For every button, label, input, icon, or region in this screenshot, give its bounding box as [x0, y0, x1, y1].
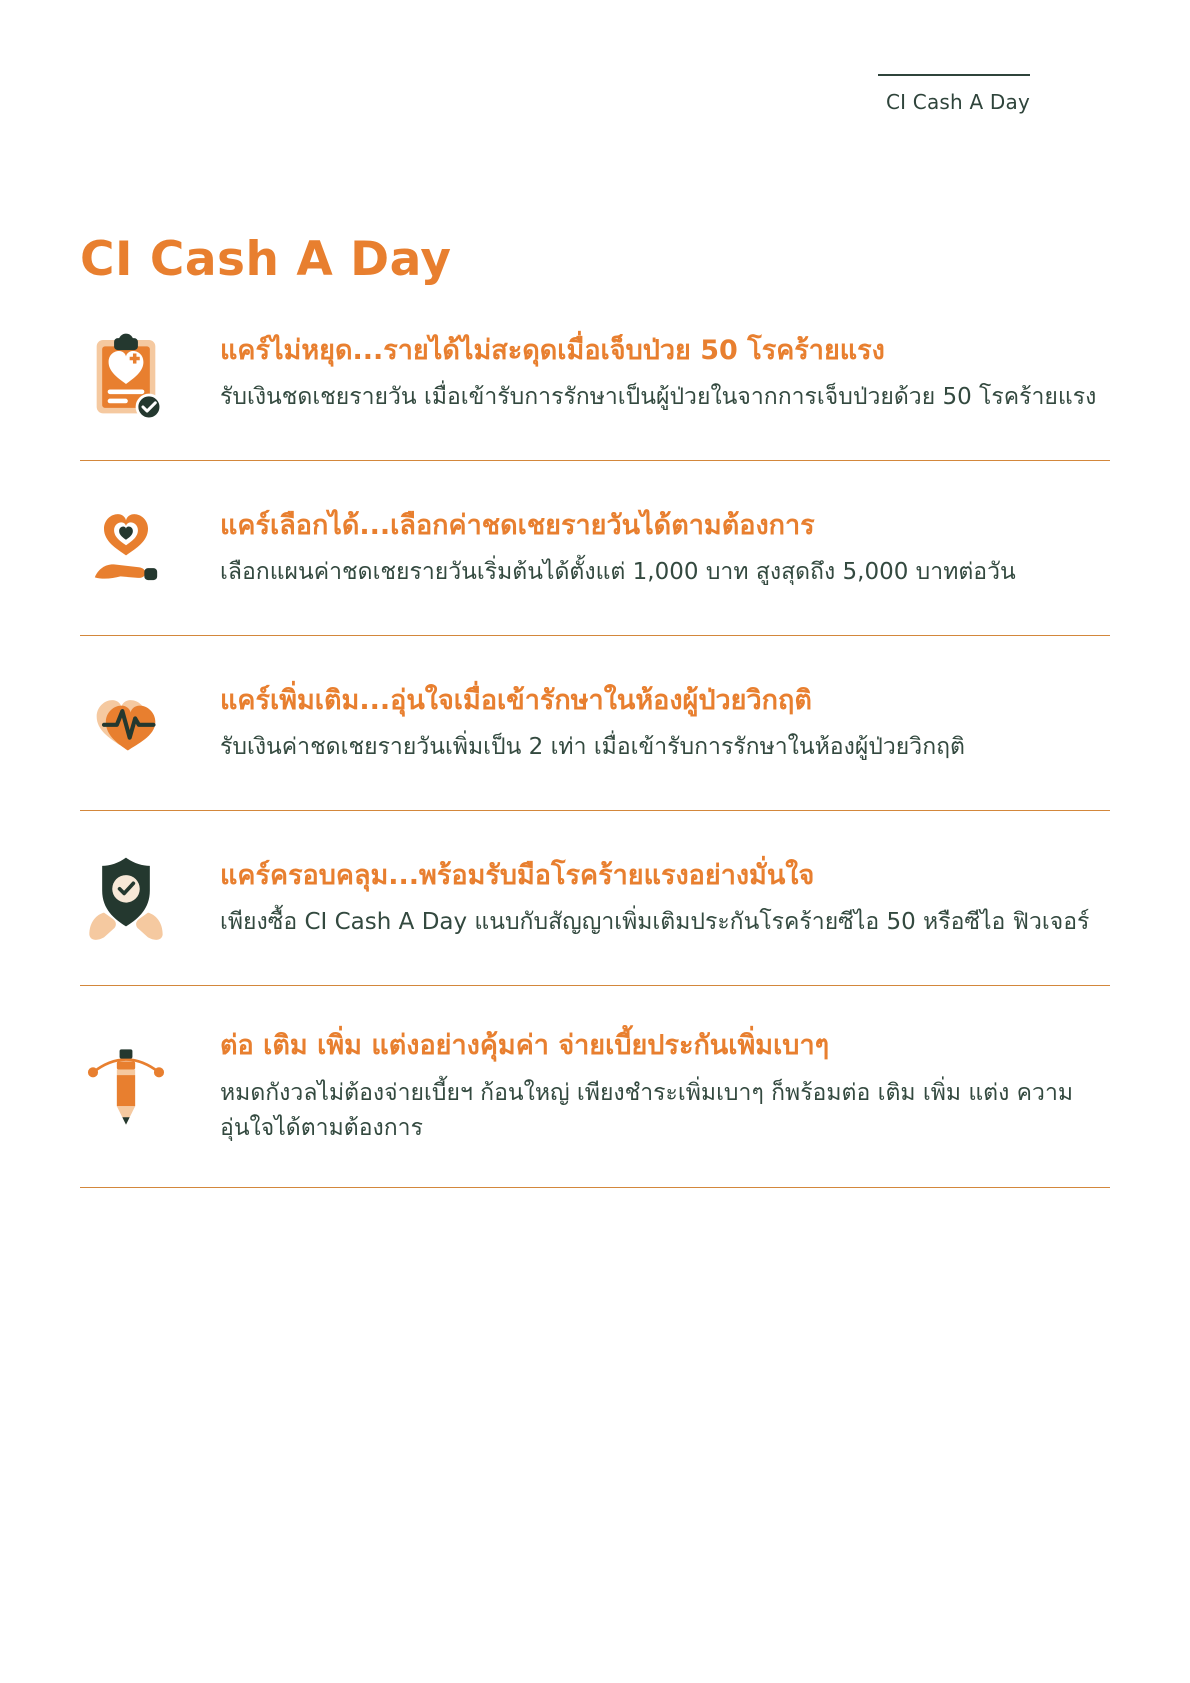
- section-choose-benefit: [80, 461, 1110, 635]
- section-body: รับเงินชดเชยรายวัน เมื่อเข้ารับการรักษาเป็นผู้ป่วยในจากการเจ็บป่วยด้วย 50 โรคร้ายแรง: [220, 384, 1097, 411]
- corner-label: CI Cash A Day: [885, 90, 1030, 114]
- section-body: รับเงินค่าชดเชยรายวันเพิ่มเป็น 2 เท่า เมื่อเข้ารับการรักษาในห้องผู้ป่วยวิกฤติ: [220, 734, 965, 761]
- section-body: หมดกังวลไม่ต้องจ่ายเบี้ยฯ ก้อนใหญ่ เพียงชำระเพิ่มเบาๆ ก็พร้อมต่อ เติม เพิ่ม แต่ง ความอุ่นใจได้ตามต้องการ: [220, 1079, 1074, 1142]
- heart-in-hand-svg: [82, 501, 170, 595]
- section-icu-double: [80, 636, 1110, 810]
- section-coverage-confidence: [80, 811, 1110, 985]
- pen-tool-bezier-svg: [82, 1040, 170, 1134]
- section-text: [220, 681, 1110, 766]
- clipboard-heart-check-icon: [80, 326, 172, 420]
- shield-check-hands-svg: [82, 851, 170, 945]
- section-body: เพียงซื้อ CI Cash A Day แนบกับสัญญาเพิ่มเติมประกันโรคร้ายซีไอ 50 หรือซีไอ ฟิวเจอร์: [220, 909, 1090, 936]
- page-title: CI Cash A Day: [80, 232, 452, 287]
- section-text: [220, 856, 1110, 941]
- section-heading: แคร์ครอบคลุม...พร้อมรับมือโรคร้ายแรงอย่างมั่นใจ: [220, 860, 815, 891]
- section-heading: แคร์ไม่หยุด...รายได้ไม่สะดุดเมื่อเจ็บป่วย 50 โรคร้ายแรง: [220, 335, 885, 366]
- section-no-income-stop: [80, 326, 1110, 460]
- feature-sections: [80, 326, 1110, 1187]
- section-heading: ต่อ เติม เพิ่ม แต่งอย่างคุ้มค่า จ่ายเบี้ยประกันเพิ่มเบาๆ: [220, 1030, 830, 1062]
- section-text: [220, 1026, 1110, 1146]
- section-heading: แคร์เลือกได้...เลือกค่าชดเชยรายวันได้ตามต้องการ: [220, 510, 815, 541]
- shield-check-hands-icon: [80, 851, 172, 945]
- pen-tool-bezier-icon: [80, 1040, 172, 1134]
- clipboard-heart-check-svg: [82, 326, 170, 420]
- section-text: [220, 506, 1110, 591]
- section-text: [220, 331, 1110, 416]
- section-heading: แคร์เพิ่มเติม...อุ่นใจเมื่อเข้ารักษาในห้องผู้ป่วยวิกฤติ: [220, 685, 812, 716]
- heart-in-hand-icon: [80, 501, 172, 595]
- section-divider: [80, 1187, 1110, 1188]
- corner-rule: [878, 74, 1030, 76]
- page-corner-header: [878, 74, 1030, 114]
- heart-pulse-icon: [80, 676, 172, 770]
- section-flexible-premium: [80, 986, 1110, 1186]
- section-body: เลือกแผนค่าชดเชยรายวันเริ่มต้นได้ตั้งแต่ 1,000 บาท สูงสุดถึง 5,000 บาทต่อวัน: [220, 559, 1016, 586]
- heart-pulse-svg: [82, 676, 170, 770]
